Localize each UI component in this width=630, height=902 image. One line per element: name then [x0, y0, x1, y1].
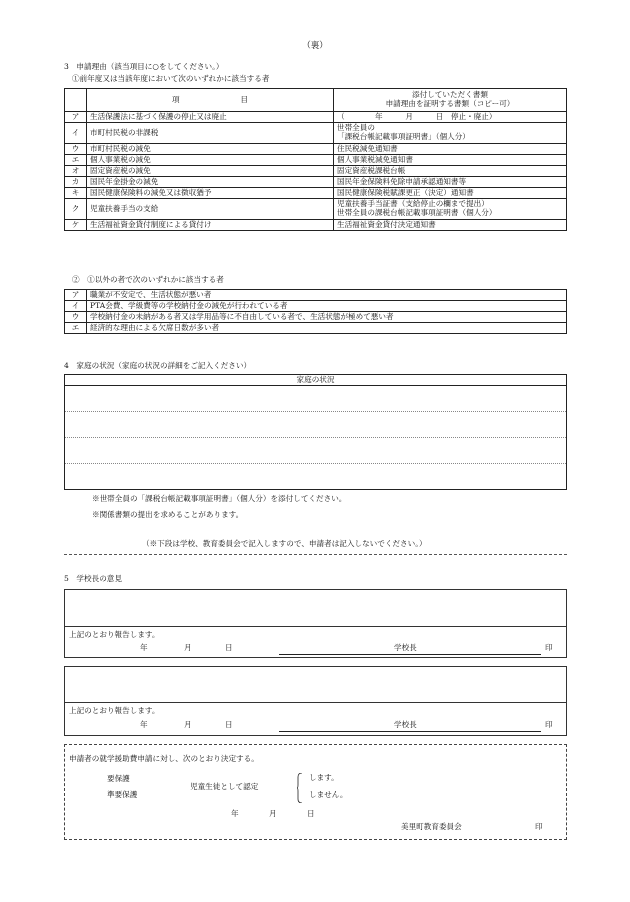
row-key: ウ [65, 312, 87, 323]
table-row [65, 177, 567, 188]
decision-intro: 申請者の就学援助費申請に対し、次のとおり決定する。 [69, 754, 259, 763]
signature-line [279, 731, 541, 732]
day-label: 日 [225, 643, 233, 652]
table-row [65, 112, 567, 123]
status-semi-protected: 準要保護 [107, 790, 138, 799]
header-item: 項 目 [87, 89, 334, 112]
row-doc: 国民健康保険税賦課更正（決定）通知書 [334, 188, 567, 199]
row-doc: 住民税減免通知書 [334, 144, 567, 155]
row-item: 国民健康保険料の減免又は徴収猶予 [87, 188, 334, 199]
row-text: PTA会費、学級費等の学校納付金の減免が行われている者 [87, 301, 567, 312]
header-docs-line1: 添付していただく書類 [412, 90, 488, 100]
month-label: 月 [184, 643, 192, 652]
row-doc-line2: 世帯全員の課税台帳記載事項証明書（個人分） [337, 208, 497, 217]
section4-heading: 4 家庭の状況（家庭の状況の詳細をご記入ください） [64, 361, 252, 370]
row-item: 市町村民税の非課税 [87, 123, 334, 144]
option-yes[interactable]: します。 [309, 773, 339, 782]
row-item: 生活保護法に基づく保護の停止又は廃止 [87, 112, 334, 123]
divider [65, 702, 566, 703]
family-situation-line[interactable] [65, 412, 567, 438]
table-row [65, 188, 567, 199]
principal-label: 学校長 [394, 720, 417, 729]
table-row [65, 199, 567, 220]
note-tax-certificate: ※世帯全員の「課税台帳記載事項証明書」（個人分）を添付してください。 [92, 494, 347, 503]
note-documents: ※関係書類の提出を求めることがあります。 [92, 510, 244, 519]
row-key: エ [65, 155, 87, 166]
year-label: 年 [140, 720, 148, 729]
row-key: イ [65, 123, 87, 144]
table-row [65, 123, 567, 144]
section3-sub2-label: ② ①以外の者で次のいずれかに該当する者 [72, 275, 224, 284]
table-row [65, 290, 567, 301]
table-row [65, 220, 567, 231]
row-key: カ [65, 177, 87, 188]
as-student-label: 児童生徒として認定 [190, 782, 259, 791]
decision-box [64, 744, 567, 840]
section3-sub1-label: ①前年度又は当該年度において次のいずれかに該当する者 [72, 74, 270, 83]
brace-icon [297, 773, 302, 803]
table-row [65, 301, 567, 312]
reason-table-header [65, 89, 567, 112]
row-item: 固定資産税の減免 [87, 166, 334, 177]
row-key: エ [65, 323, 87, 334]
row-key: イ [65, 301, 87, 312]
month-label: 月 [184, 720, 192, 729]
header-docs [334, 89, 567, 112]
row-key: ク [65, 199, 87, 220]
row-doc: 個人事業税減免通知書 [334, 155, 567, 166]
row-doc-line1: 児童扶養手当証書（支給停止の欄まで提出） [337, 199, 489, 209]
row-text: 職業が不安定で、生活状態が悪い者 [87, 290, 567, 301]
row-item: 国民年金掛金の減免 [87, 177, 334, 188]
decision-month: 月 [269, 809, 277, 818]
header-docs-line2: 申請理由を証明する書類（コピー可） [385, 99, 515, 108]
row-doc-line1: 世帯全員の [337, 123, 375, 133]
page-title: （裏） [302, 41, 328, 51]
reason-table-2 [64, 289, 567, 334]
row-doc-line2: 「課税台帳記載事項証明書」（個人分） [337, 132, 470, 141]
signature-line [279, 654, 541, 655]
seal-label: 印 [545, 720, 553, 729]
row-key: オ [65, 166, 87, 177]
office-use-note: （※下段は学校、教育委員会で記入しますので、申請者は記入しないでください。） [142, 539, 427, 548]
section3-heading: 3 申請理由（該当項目に○をしてください。） [64, 62, 224, 71]
row-key: キ [65, 188, 87, 199]
status-protected: 要保護 [107, 774, 130, 783]
family-situation-table [64, 374, 567, 490]
cut-line [64, 554, 567, 555]
row-doc [334, 199, 567, 220]
principal-label: 学校長 [394, 643, 417, 652]
year-label: 年 [140, 643, 148, 652]
option-no[interactable]: しません。 [309, 790, 348, 799]
row-doc: （ 年 月 日 停止・廃止） [334, 112, 567, 123]
family-situation-line[interactable] [65, 464, 567, 490]
decision-year: 年 [231, 809, 239, 818]
report-text: 上記のとおり報告します。 [69, 706, 160, 715]
board-seal: 印 [535, 822, 543, 831]
row-doc [334, 123, 567, 144]
row-key: ア [65, 112, 87, 123]
principal-opinion-box-2[interactable] [64, 666, 567, 736]
day-label: 日 [225, 720, 233, 729]
table-row [65, 312, 567, 323]
row-item: 市町村民税の減免 [87, 144, 334, 155]
table-row [65, 166, 567, 177]
family-situation-header: 家庭の状況 [65, 375, 567, 386]
table-row [65, 323, 567, 334]
report-text: 上記のとおり報告します。 [69, 630, 160, 639]
row-text: 経済的な理由による欠席日数が多い者 [87, 323, 567, 334]
divider [65, 626, 566, 627]
header-key [65, 89, 87, 112]
row-item: 児童扶養手当の支給 [87, 199, 334, 220]
row-doc: 生活福祉資金貸付決定通知書 [334, 220, 567, 231]
reason-table-1 [64, 88, 567, 231]
family-situation-line[interactable] [65, 386, 567, 412]
row-key: ケ [65, 220, 87, 231]
section5-heading: 5 学校長の意見 [64, 574, 122, 583]
decision-day: 日 [307, 809, 315, 818]
family-situation-line[interactable] [65, 438, 567, 464]
row-key: ア [65, 290, 87, 301]
table-row [65, 144, 567, 155]
row-doc: 国民年金保険料免除申請承認通知書等 [334, 177, 567, 188]
row-key: ウ [65, 144, 87, 155]
table-row [65, 155, 567, 166]
row-doc: 固定資産税課税台帳 [334, 166, 567, 177]
row-item: 生活福祉資金貸付制度による貸付け [87, 220, 334, 231]
principal-opinion-box-1[interactable] [64, 589, 567, 658]
board-name: 美里町教育委員会 [401, 822, 462, 831]
row-text: 学校納付金の未納がある者又は学用品等に不自由している者で、生活状態が極めて悪い者 [87, 312, 567, 323]
seal-label: 印 [545, 643, 553, 652]
row-item: 個人事業税の減免 [87, 155, 334, 166]
